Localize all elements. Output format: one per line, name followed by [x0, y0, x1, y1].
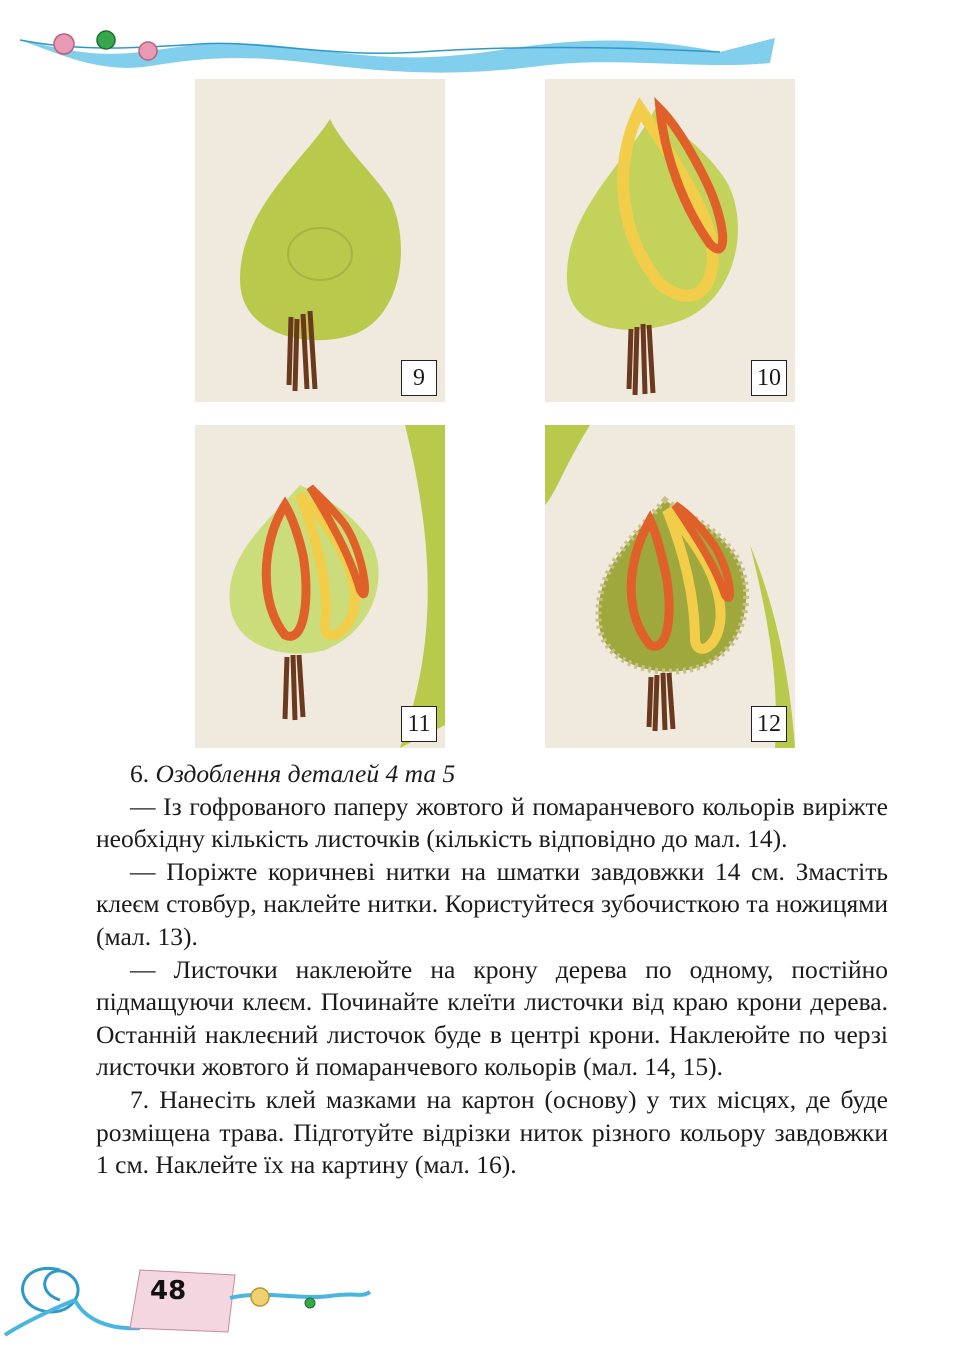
figure-number: 10	[751, 360, 787, 396]
figure-number: 9	[401, 360, 437, 396]
section-6-paragraph-2: — Поріжте коричневі нитки на шматки завдовжки 14 см. Змастіть клеєм стовбур, наклейте нитки. Користуйтеся зубочисткою та ножицями (мал. 13).	[96, 856, 888, 951]
figure-number: 12	[751, 706, 787, 742]
section-6-title: Оздоблення деталей 4 та 5	[155, 759, 456, 788]
section-6-paragraph-3: — Листочки наклеюйте на крону дерева по одному, постійно підмащуючи клеєм. Починайте клеїти листочки від краю крони дерева. Останній наклеєний листочок буде в центрі крони. Наклеюйте по черзі листочки жовтого й помаранчевого кольорів (мал. 14, 15).	[96, 954, 888, 1082]
finished-decorated-leaf-image	[545, 425, 795, 748]
figure-number: 11	[401, 706, 437, 742]
section-7-paragraph: 7. Нанесіть клей мазками на картон (основу) у тих місцях, де буде розміщена трава. Підготуйте відрізки ниток різного кольору завдовжки 1 см. Наклейте їх на картину (мал. 16).	[96, 1084, 888, 1180]
leaf-with-beads-image	[545, 79, 795, 402]
section-6-paragraph-1: — Із гофрованого паперу жовтого й помаранчевого кольорів виріжте необхідну кількість листочків (кількість відповідно до мал. 14).	[96, 791, 888, 854]
leaf-template-image	[195, 79, 445, 402]
section-6-number: 6.	[130, 759, 150, 788]
photo-step-11	[195, 425, 445, 748]
leaf-orange-yellow-beads-image	[195, 425, 445, 748]
photo-step-9	[195, 79, 445, 402]
photo-step-12	[545, 425, 795, 748]
instructions-text	[96, 758, 888, 1182]
page-number: 48	[150, 1276, 187, 1306]
photo-step-10	[545, 79, 795, 402]
top-ribbon-decoration	[0, 18, 800, 78]
section-6-heading	[96, 758, 888, 791]
bottom-ribbon-decoration	[0, 1240, 380, 1350]
